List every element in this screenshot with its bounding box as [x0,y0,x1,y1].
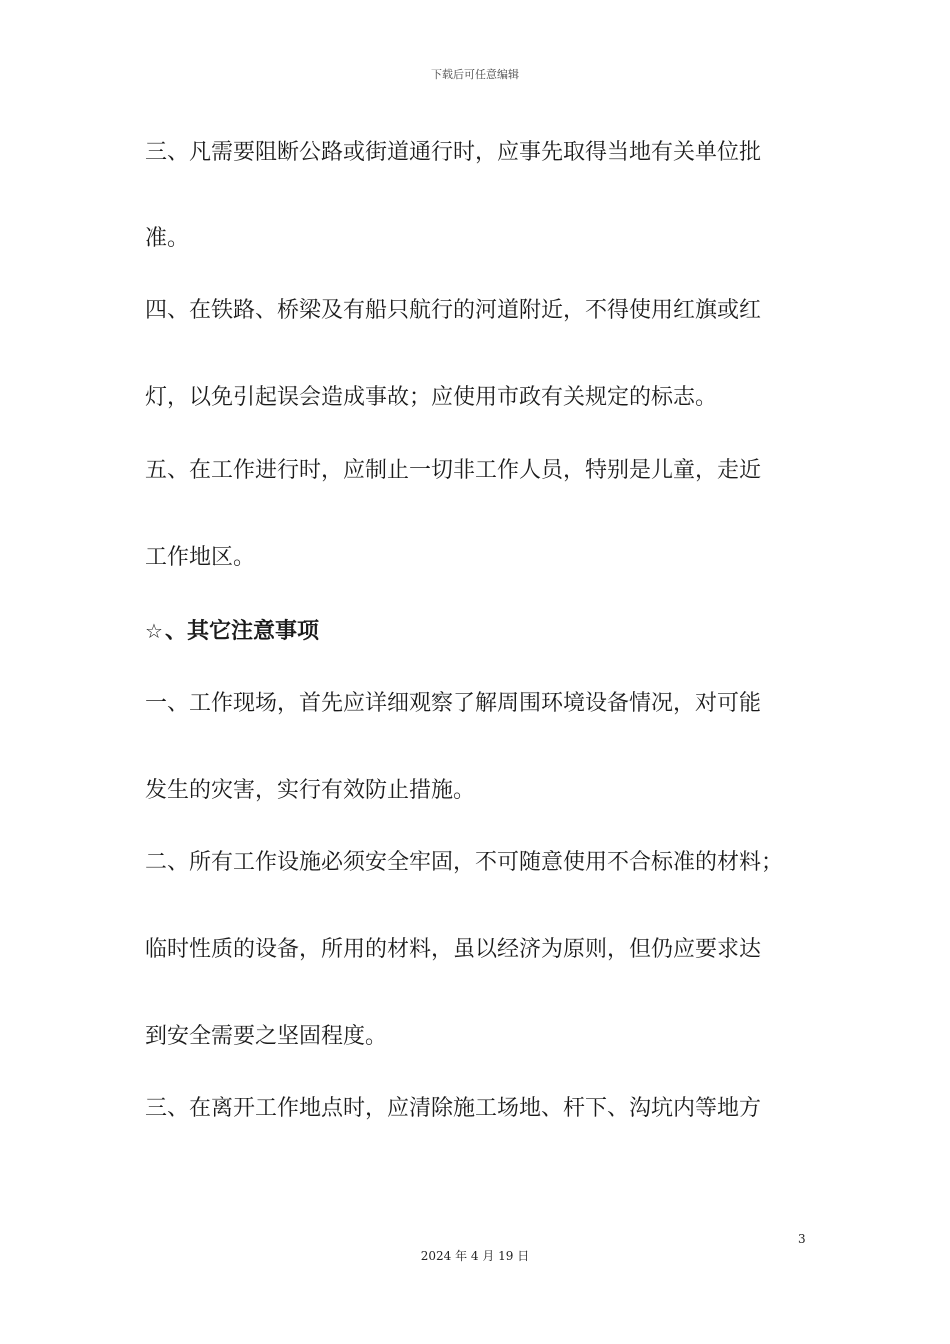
page-header: 下载后可任意编辑 [431,68,519,81]
section-heading [145,616,319,647]
footer-date: 2024 年 4 月 19 日 [420,1249,530,1263]
paragraph-line: 发生的灾害，实行有效防止措施。 [145,778,476,803]
paragraph-line: 五、在工作进行时，应制止一切非工作人员，特别是儿童，走近 [145,458,762,483]
paragraph-line: 临时性质的设备，所用的材料，虽以经济为原则，但仍应要求达 [145,937,762,962]
paragraph-line: 工作地区。 [145,545,256,570]
page-number: 3 [798,1232,806,1246]
star-icon: ☆ [145,619,163,643]
paragraph-line: 三、凡需要阻断公路或街道通行时，应事先取得当地有关单位批 [145,140,762,165]
paragraph-line: 一、工作现场，首先应详细观察了解周围环境设备情况，对可能 [145,691,762,716]
paragraph-line: 二、所有工作设施必须安全牢固，不可随意使用不合标准的材料； [145,850,784,875]
paragraph-line: 灯，以免引起误会造成事故；应使用市政有关规定的标志。 [145,385,718,410]
section-title: 、其它注意事项 [164,619,319,644]
paragraph-line: 三、在离开工作地点时，应清除施工场地、杆下、沟坑内等地方 [145,1096,762,1121]
paragraph-line: 四、在铁路、桥梁及有船只航行的河道附近，不得使用红旗或红 [145,298,762,323]
paragraph-line: 到安全需要之坚固程度。 [145,1024,388,1049]
paragraph-line: 准。 [145,226,190,251]
